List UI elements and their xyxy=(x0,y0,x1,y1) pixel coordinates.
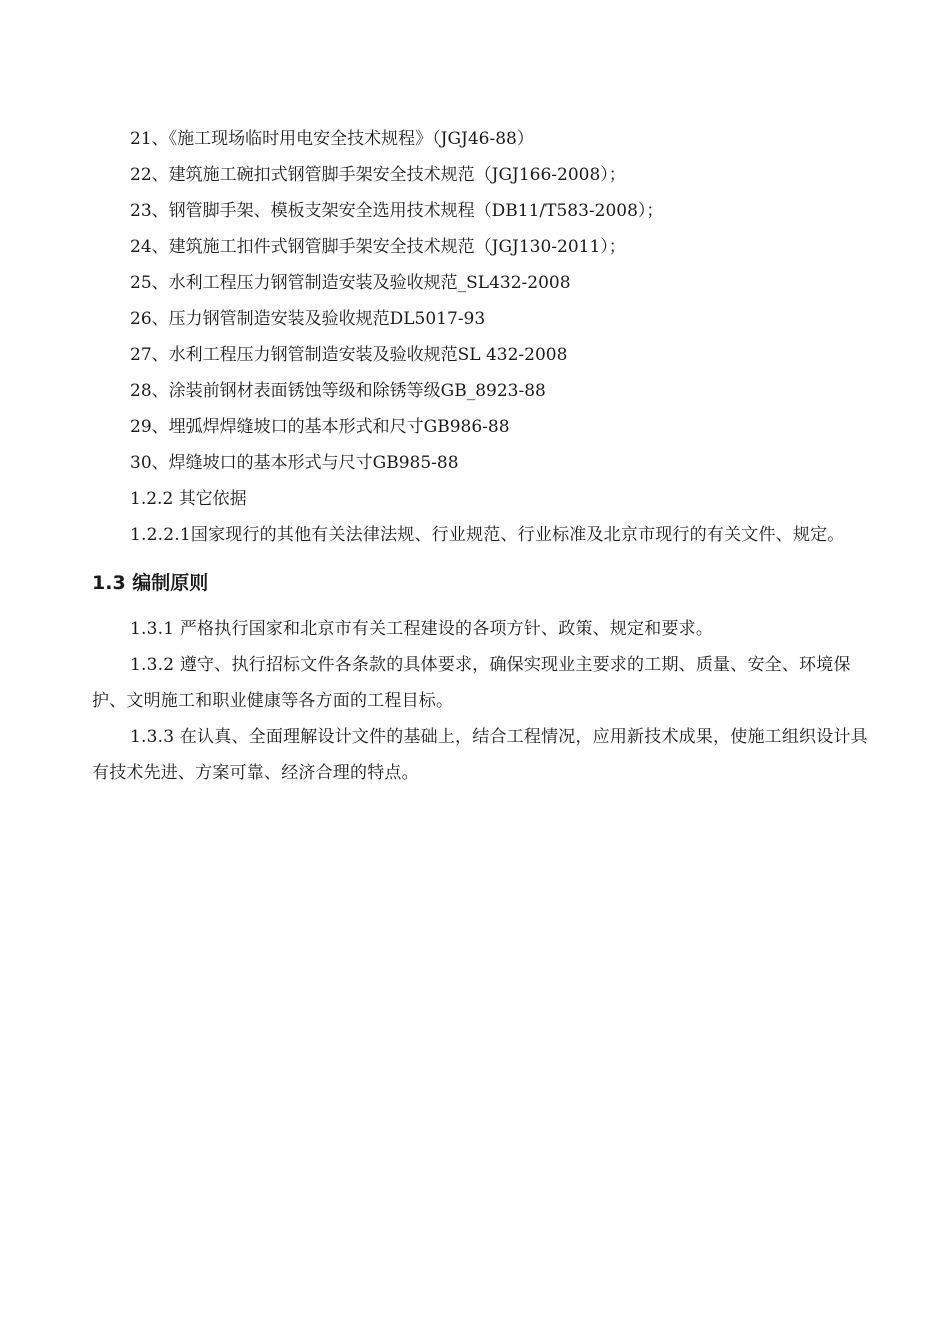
reference-item-21: 21、《施工现场临时用电安全技术规程》（JGJ46-88） xyxy=(130,129,534,149)
reference-item-22: 22、建筑施工碗扣式钢管脚手架安全技术规范（JGJ166-2008）； xyxy=(130,165,626,185)
page-content xyxy=(92,121,878,791)
reference-item-26: 26、压力钢管制造安装及验收规范DL5017-93 xyxy=(130,309,486,329)
reference-item-29: 29、埋弧焊焊缝坡口的基本形式和尺寸GB986-88 xyxy=(130,417,510,437)
principle-paragraph-1: 1.3.1 严格执行国家和北京市有关工程建设的各项方针、政策、规定和要求。 xyxy=(130,619,714,639)
other-basis-heading: 1.2.2 其它依据 xyxy=(130,489,247,509)
reference-item-23: 23、钢管脚手架、模板支架安全选用技术规程（DB11/T583-2008）； xyxy=(130,201,664,221)
reference-item-25: 25、水利工程压力钢管制造安装及验收规范_SL432-2008 xyxy=(130,273,571,293)
principle-paragraph-2: 1.3.2 遵守、执行招标文件各条款的具体要求，确保实现业主要求的工期、质量、安全、环境保护、文明施工和职业健康等各方面的工程目标。 xyxy=(92,655,851,711)
reference-item-30: 30、焊缝坡口的基本形式与尺寸GB985-88 xyxy=(130,453,459,473)
section-heading-1-3: 1.3 编制原则 xyxy=(92,572,209,594)
principle-paragraph-3: 1.3.3 在认真、全面理解设计文件的基础上，结合工程情况，应用新技术成果，使施工组织设计具有技术先进、方案可靠、经济合理的特点。 xyxy=(92,727,868,783)
reference-item-24: 24、建筑施工扣件式钢管脚手架安全技术规范（JGJ130-2011）； xyxy=(130,237,626,257)
reference-list xyxy=(92,121,878,481)
reference-item-28: 28、涂装前钢材表面锈蚀等级和除锈等级GB_8923-88 xyxy=(130,381,546,401)
reference-item-27: 27、水利工程压力钢管制造安装及验收规范SL 432-2008 xyxy=(130,345,568,365)
other-basis-paragraph: 1.2.2.1国家现行的其他有关法律法规、行业规范、行业标准及北京市现行的有关文件、规定。 xyxy=(130,525,845,545)
